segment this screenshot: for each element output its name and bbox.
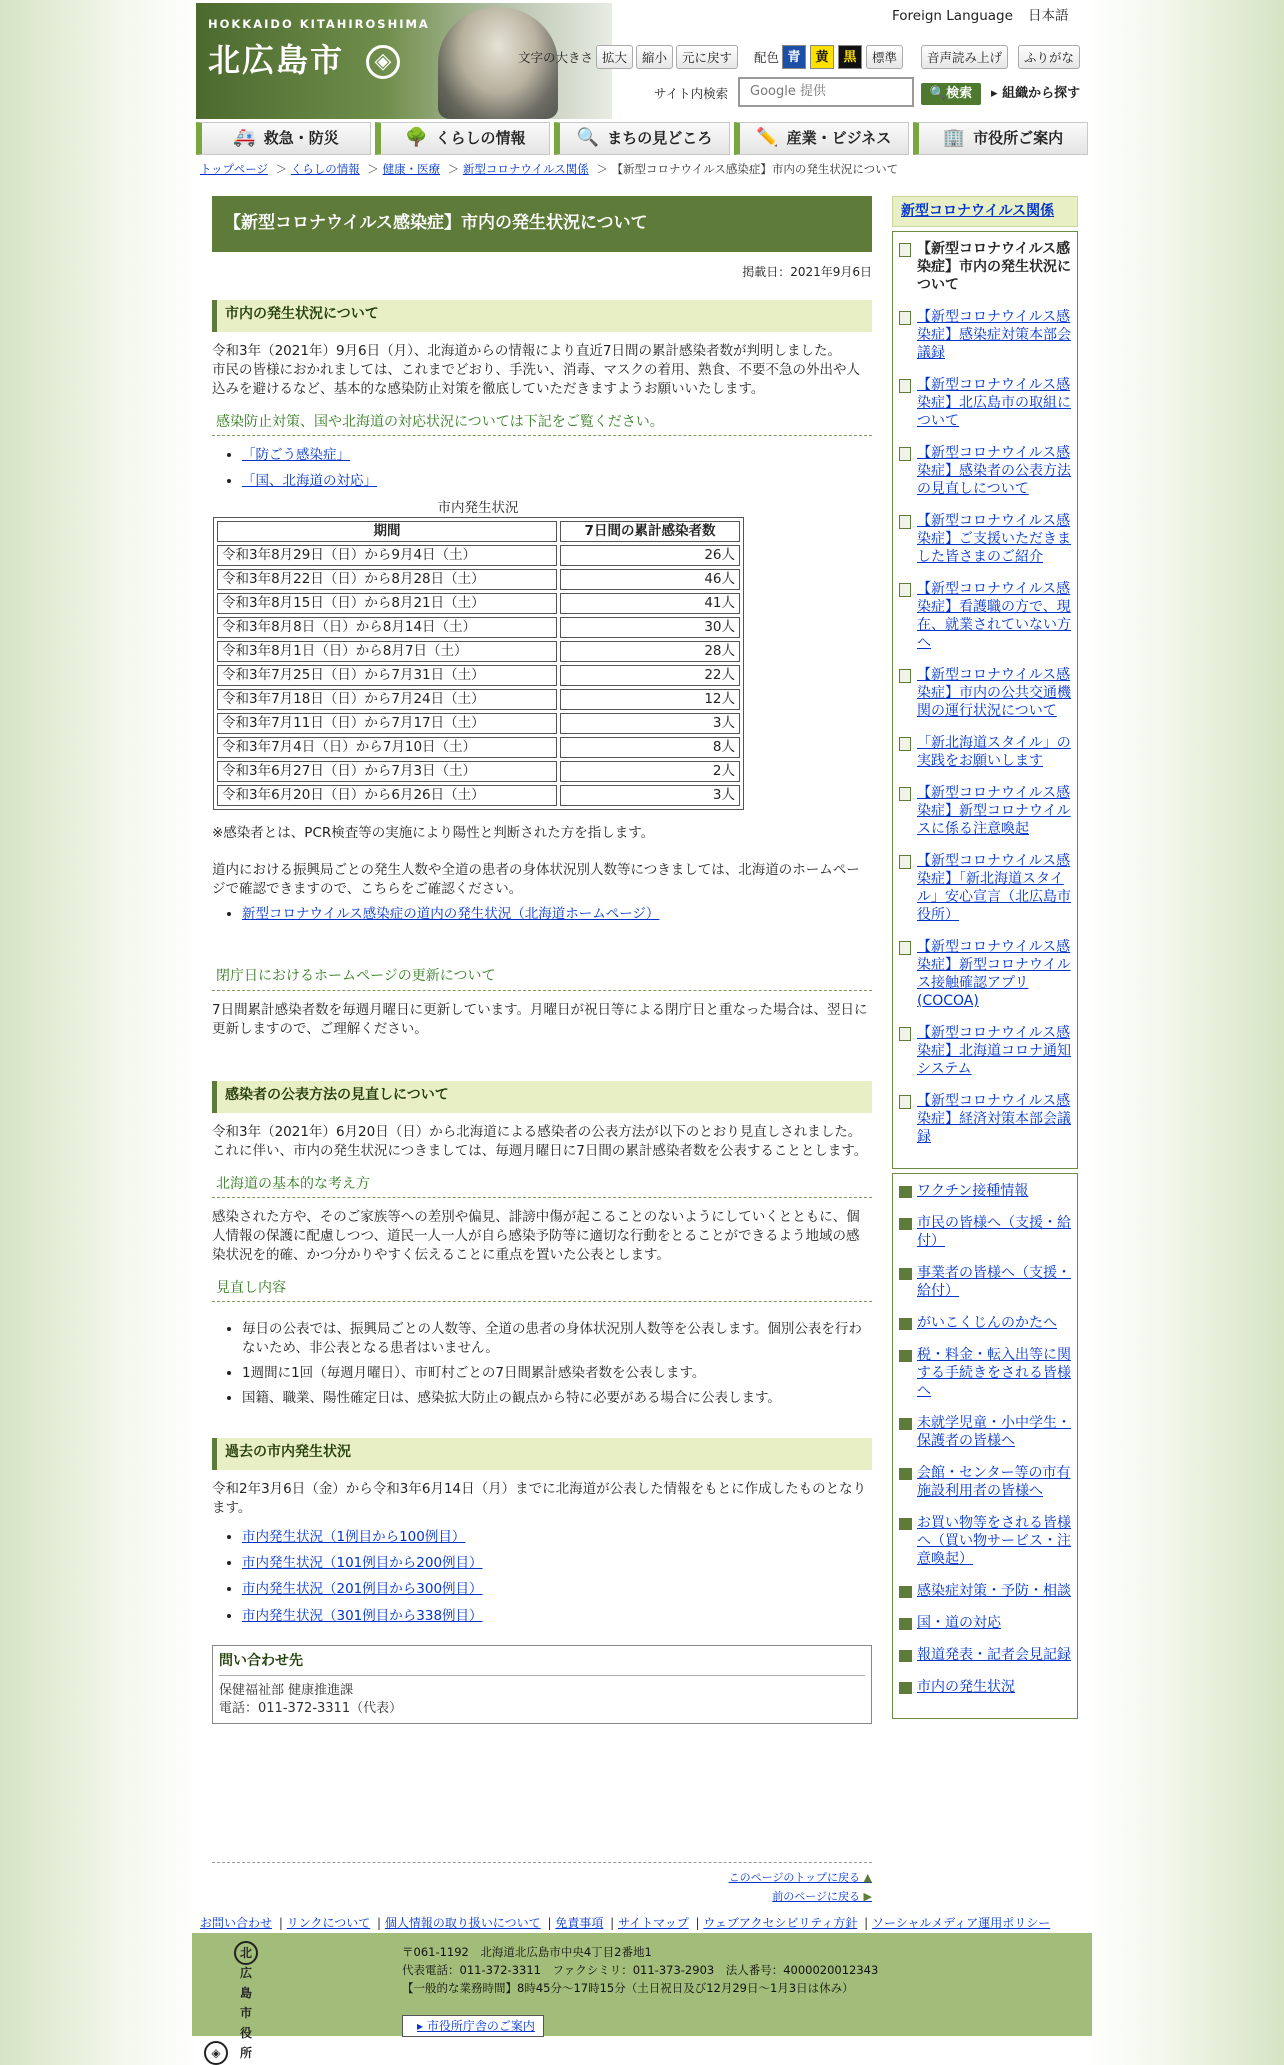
contact-box — [212, 1645, 872, 1724]
site-search-label: サイト内検索 — [654, 86, 729, 101]
footer-org: 北広島市役所 — [234, 1941, 258, 1965]
separator: | — [860, 1916, 873, 1930]
footer-links — [200, 1915, 1053, 1931]
status-paragraph-1 — [212, 342, 872, 399]
publish-date: 掲載日：2021年9月6日 — [742, 265, 872, 279]
hokkaido-links — [242, 905, 872, 923]
gnav-item-sightseeing[interactable] — [554, 122, 729, 155]
global-nav — [196, 122, 1088, 155]
gnav-label: まちの見どころ — [607, 129, 713, 148]
link-past-2[interactable]: 市内発生状況（101例目から200例目） — [242, 1554, 483, 1571]
table-cell-period: 令和3年6月27日（日）から7月3日（土） — [217, 761, 557, 782]
table-cell-cases: 41人 — [560, 593, 740, 614]
list-item: • 1週間に1回（毎週月曜日）、市町村ごとの7日間累計感染者数を公表します。 — [242, 1364, 872, 1383]
sidebar-link[interactable]: 感染症対策・予防・相談 — [917, 1583, 1071, 1600]
gnav-label: くらしの情報 — [435, 129, 526, 148]
section-heading-past: 過去の市内発生状況 — [212, 1438, 872, 1470]
gnav-item-business[interactable] — [734, 122, 909, 155]
sidebar-item[interactable] — [899, 512, 1071, 566]
sidebar-link[interactable]: 【新型コロナウイルス感染症】経済対策本部会議録 — [917, 1093, 1071, 1146]
org-search-button[interactable] — [991, 85, 1080, 103]
reset-size-button[interactable]: 元に戻す — [676, 45, 738, 69]
voice-read-button[interactable]: 音声読み上げ — [921, 45, 1008, 69]
color-scheme-label: 配色 — [754, 50, 780, 65]
publish-method-paragraph: 令和3年（2021年）6月20日（日）から北海道による感染者の公表方法が以下のとおり見直しされました。これに伴い、市内の発生状況につきましては、毎週月曜日に7日間の累計感染者数を公表することとします。 — [212, 1123, 868, 1159]
sidebar-item[interactable] — [899, 666, 1071, 720]
update-paragraph: 7日間累計感染者数を毎週月曜日に更新しています。月曜日が祝日等による閉庁日と重なった場合は、翌日に更新しますので、ご理解ください。 — [212, 1001, 868, 1037]
subheading-basic-policy: 北海道の基本的な考え方 — [212, 1171, 872, 1198]
link-prevent-infection[interactable]: 「防ごう感染症」 — [242, 447, 350, 464]
sidebar-link[interactable]: 【新型コロナウイルス感染症】看護職の方で、現在、就業されていない方へ — [917, 581, 1071, 652]
list-item — [242, 472, 872, 490]
sidebar-item[interactable] — [899, 852, 1071, 924]
table-row — [217, 569, 740, 590]
footer-link[interactable]: サイトマップ — [618, 1916, 689, 1930]
sidebar-link[interactable]: お買い物等をされる皆様へ（買い物サービス・注意喚起） — [917, 1515, 1071, 1568]
breadcrumb-link-covid[interactable]: 新型コロナウイルス関係 — [462, 162, 589, 176]
sidebar-link[interactable]: ワクチン接種情報 — [917, 1183, 1029, 1200]
sidebar-item[interactable] — [899, 1024, 1071, 1078]
to-prev-label: 前のページに戻る — [772, 1889, 861, 1903]
separator: | — [691, 1916, 704, 1930]
sidebar-item[interactable] — [899, 1678, 1071, 1696]
sidebar-item[interactable] — [899, 1182, 1071, 1200]
footer-link[interactable]: リンクについて — [286, 1916, 371, 1930]
gnav-item-emergency[interactable] — [196, 122, 371, 155]
separator: | — [275, 1916, 287, 1930]
cityhall-guide-label: 市役所庁舎のご案内 — [426, 2019, 535, 2033]
footer-link[interactable]: 個人情報の取り扱いについて — [384, 1916, 541, 1930]
sidebar-item[interactable] — [899, 1214, 1071, 1250]
to-top-link[interactable] — [212, 1871, 872, 1886]
building-icon: 🏢 — [942, 127, 966, 149]
list-item — [242, 1607, 872, 1625]
sidebar-link[interactable]: 「新北海道スタイル」の実践をお願いします — [917, 735, 1071, 770]
cases-table — [213, 517, 744, 810]
color-black-button[interactable]: 黒 — [838, 45, 862, 69]
table-cell-cases: 8人 — [560, 737, 740, 758]
basic-policy-paragraph: 感染された方や、そのご家族等への差別や偏見、誹謗中傷が起こることのないようにしていくとともに、個人情報の保護に配慮しつつ、道民一人一人が自ら感染予防等に適切な行動をとることができるよう地域の感染状況を的確、かつ分かりやすく伝えることに重点を置いた公表とします。 — [212, 1208, 860, 1263]
cityhall-guide-button[interactable] — [402, 2015, 544, 2037]
list-item — [242, 446, 872, 464]
page — [192, 0, 1092, 2060]
footer-link[interactable]: お問い合わせ — [200, 1916, 273, 1930]
list-item — [242, 1528, 872, 1546]
sidebar-link[interactable]: 【新型コロナウイルス感染症】ご支援いただきました皆さまのご紹介 — [917, 513, 1071, 566]
table-cell-cases: 28人 — [560, 641, 740, 662]
table-cell-cases: 46人 — [560, 569, 740, 590]
page-bottom-nav — [212, 1862, 872, 1909]
table-header-period: 期間 — [217, 521, 557, 542]
table-row — [217, 713, 740, 734]
sidebar-link[interactable]: 会館・センター等の市有施設利用者の皆様へ — [917, 1465, 1071, 1500]
section-heading-status: 市内の発生状況について — [212, 300, 872, 332]
table-row — [217, 689, 740, 710]
sidebar-item[interactable]: 【新型コロナウイルス感染症】市内の発生状況について — [899, 240, 1071, 294]
table-cell-period: 令和3年8月22日（日）から8月28日（土） — [217, 569, 557, 590]
table-cell-cases: 30人 — [560, 617, 740, 638]
sidebar-item[interactable] — [899, 1514, 1071, 1568]
gnav-label: 産業・ビジネス — [786, 129, 892, 148]
sidebar-item[interactable] — [899, 1464, 1071, 1500]
list-item — [242, 1554, 872, 1572]
table-row — [217, 593, 740, 614]
sidebar-list-covid — [892, 231, 1078, 1169]
footer-link[interactable]: 免責事項 — [555, 1916, 604, 1930]
subheading-measures: 感染防止対策、国や北海道の対応状況については下記をご覧ください。 — [212, 409, 872, 436]
status-p2-text: 市民の皆様におかれましては、これまでどおり、手洗い、消毒、マスクの着用、熟食、不要不急の外出や人込みを避けるなど、基本的な感染防止対策を徹底していただきますようお願いいたします。 — [212, 362, 860, 397]
sidebar-item[interactable] — [899, 1614, 1071, 1632]
table-cell-period: 令和3年7月11日（日）から7月17日（土） — [217, 713, 557, 734]
footer-hours-line: 【一般的な業務時間】8時45分～17時15分（土日祝日及び12月29日～1月3日は休み） — [402, 1981, 854, 1995]
footer-link[interactable]: ソーシャルメディア運用ポリシー — [872, 1916, 1051, 1930]
table-cell-period: 令和3年8月8日（日）から8月14日（土） — [217, 617, 557, 638]
shrink-button[interactable]: 縮小 — [636, 45, 673, 69]
sidebar-link[interactable]: 【新型コロナウイルス感染症】市内の公共交通機関の運行状況について — [917, 667, 1071, 720]
contact-title: 問い合わせ先 — [219, 1652, 865, 1676]
sidebar-list-related — [892, 1173, 1078, 1719]
sidebar-link[interactable]: 未就学児童・小中学生・保護者の皆様へ — [917, 1415, 1071, 1450]
table-cell-cases: 12人 — [560, 689, 740, 710]
sidebar-item[interactable] — [899, 784, 1071, 838]
sidebar-link[interactable]: 【新型コロナウイルス感染症】北海道コロナ通知システム — [917, 1025, 1071, 1078]
table-header-cases: 7日間の累計感染者数 — [560, 521, 740, 542]
sidebar-item[interactable] — [899, 1646, 1071, 1664]
gnav-label: 市役所ご案内 — [973, 129, 1064, 148]
list-item: • 毎日の公表では、振興局ごとの人数等、全道の患者の身体状況別人数等を公表します。個別公表を行わないため、非公表となる患者はいません。 — [242, 1320, 872, 1358]
footer-address — [402, 1943, 878, 1997]
color-blue-button[interactable]: 青 — [782, 45, 806, 69]
gnav-label: 救急・防災 — [263, 129, 339, 148]
table-row — [217, 545, 740, 566]
page-title: 【新型コロナウイルス感染症】市内の発生状況について — [212, 196, 872, 252]
table-cell-period: 令和3年7月25日（日）から7月31日（土） — [217, 665, 557, 686]
to-top-label: このページのトップに戻る — [728, 1871, 861, 1884]
site-footer — [192, 1933, 1092, 2060]
arrow-right-icon: ▶ — [863, 1889, 872, 1903]
table-cell-period: 令和3年6月20日（日）から6月26日（土） — [217, 785, 557, 806]
table-cell-period: 令和3年8月15日（日）から8月21日（土） — [217, 593, 557, 614]
list-item — [242, 1580, 872, 1598]
sidebar — [892, 196, 1078, 1719]
section-heading-publish-method: 感染者の公表方法の見直しについて — [212, 1081, 872, 1113]
site-header — [196, 3, 1088, 119]
separator: | — [606, 1916, 619, 1930]
sidebar-link[interactable]: 市民の皆様へ（支援・給付） — [917, 1215, 1071, 1250]
search-input[interactable]: Google 提供 — [738, 77, 914, 107]
org-search-label: 組織から探す — [1002, 86, 1081, 101]
sidebar-link[interactable]: 税・料金・転入出等に関する手続きをされる皆様へ — [917, 1347, 1071, 1400]
magnifier-icon: 🔍 — [576, 127, 600, 149]
sidebar-link[interactable]: 報道発表・記者会見記録 — [917, 1647, 1071, 1664]
tree-icon: 🌳 — [405, 127, 428, 149]
subheading-update: 閉庁日におけるホームページの更新について — [212, 963, 872, 990]
logo-jp: 北広島市 — [208, 41, 345, 79]
sidebar-item[interactable] — [899, 734, 1071, 770]
sidebar-link[interactable]: 【新型コロナウイルス感染症】北広島市の取組について — [917, 377, 1071, 430]
status-p1-text: 令和3年（2021年）9月6日（月）、北海道からの情報により直近7日間の累計感染者数が判明しました。 — [212, 343, 841, 359]
cases-note: ※感染者とは、PCR検査等の実施により陽性と判断された方を指します。 — [212, 825, 655, 842]
pen-icon: ✏️ — [756, 127, 779, 149]
table-cell-cases: 2人 — [560, 761, 740, 782]
city-emblem-icon: ◈ — [366, 45, 400, 79]
arrow-up-icon: ▲ — [863, 1871, 872, 1884]
table-row — [217, 641, 740, 662]
table-row — [217, 785, 740, 806]
footer-link[interactable]: ウェブアクセシビリティ方針 — [703, 1916, 858, 1930]
hokkaido-paragraph: 道内における振興局ごとの発生人数や全道の患者の身体状況別人数等につきましては、北海道のホームページで確認できますので、こちらをご確認ください。 — [212, 862, 860, 898]
table-row — [217, 737, 740, 758]
table-cell-cases: 26人 — [560, 545, 740, 566]
subheading-revision: 見直し内容 — [212, 1275, 872, 1302]
gnav-item-cityhall[interactable] — [913, 122, 1088, 155]
enlarge-button[interactable]: 拡大 — [596, 45, 633, 69]
sidebar-link[interactable]: 【新型コロナウイルス感染症】感染症対策本部会議録 — [917, 309, 1071, 362]
revision-list — [242, 1320, 872, 1408]
past-paragraph: 令和2年3月6日（金）から令和3年6月14日（月）までに北海道が公表した情報をもとに作成したものとなります。 — [212, 1480, 867, 1516]
table-cell-period: 令和3年8月1日（日）から8月7日（土） — [217, 641, 557, 662]
search-icon: 🔍 — [929, 86, 947, 101]
search-button-label: 検索 — [946, 86, 973, 101]
past-links — [242, 1528, 872, 1625]
table-cell-period: 令和3年7月4日（日）から7月10日（土） — [217, 737, 557, 758]
city-emblem-icon: ◈ — [204, 2041, 228, 2065]
chevron-right-icon: ▸ — [417, 2019, 427, 2033]
footer-address-line: 〒061-1192 北海道北広島市中央4丁目2番地1 — [402, 1945, 652, 1959]
footer-logo — [204, 1941, 264, 2065]
breadcrumb-link-health[interactable]: 健康・医療 — [382, 162, 441, 176]
sidebar-link[interactable]: 国・道の対応 — [917, 1615, 1001, 1632]
breadcrumb-link-top[interactable]: トップページ — [200, 162, 268, 176]
sidebar-item[interactable] — [899, 376, 1071, 430]
sidebar-item[interactable] — [899, 1414, 1071, 1450]
link-past-1[interactable]: 市内発生状況（1例目から100例目） — [242, 1528, 466, 1545]
sidebar-item[interactable] — [899, 1092, 1071, 1146]
color-standard-button[interactable]: 標準 — [866, 45, 903, 69]
main-content — [212, 196, 872, 1724]
sidebar-link[interactable]: 市内の発生状況 — [917, 1679, 1015, 1696]
sidebar-item[interactable] — [899, 938, 1071, 1010]
search-button[interactable] — [921, 83, 981, 105]
sidebar-item[interactable] — [899, 444, 1071, 498]
separator: | — [543, 1916, 556, 1930]
table-cell-period: 令和3年8月29日（日）から9月4日（土） — [217, 545, 557, 566]
link-gov-response[interactable]: 「国、北海道の対応」 — [242, 473, 377, 490]
gnav-item-living[interactable] — [375, 122, 550, 155]
sidebar-item[interactable] — [899, 308, 1071, 362]
table-cell-cases: 22人 — [560, 665, 740, 686]
footer-phone-line: 代表電話：011-372-3311 ファクシミリ：011-373-2903 法人番号：4000020012343 — [402, 1963, 879, 1977]
sidebar-link[interactable]: 【新型コロナウイルス感染症】新型コロナウイルスに係る注意喚起 — [917, 785, 1071, 838]
sidebar-link[interactable]: 【新型コロナウイルス感染症】新型コロナウイルス接触確認アプリ(COCOA) — [917, 939, 1071, 1010]
logo-en: HOKKAIDO KITAHIROSHIMA — [208, 17, 430, 31]
table-row — [217, 617, 740, 638]
table-cell-cases: 3人 — [560, 713, 740, 734]
breadcrumb-link-living[interactable]: くらしの情報 — [290, 162, 360, 176]
japanese-link[interactable]: 日本語 — [1028, 8, 1069, 24]
sidebar-title[interactable] — [892, 196, 1078, 227]
link-hokkaido-status[interactable]: 新型コロナウイルス感染症の道内の発生状況（北海道ホームページ） — [242, 906, 660, 923]
font-size-label: 文字の大きさ — [518, 50, 594, 65]
color-yellow-button[interactable]: 黄 — [810, 45, 834, 69]
list-item: • 国籍、職業、陽性確定日は、感染拡大防止の観点から特に必要がある場合に公表します。 — [242, 1389, 872, 1408]
sidebar-item[interactable] — [899, 1314, 1071, 1332]
sidebar-link[interactable]: 【新型コロナウイルス感染症】「新北海道スタイル」安心宣言（北広島市役所） — [917, 853, 1071, 924]
link-past-4[interactable]: 市内発生状況（301例目から338例目） — [242, 1607, 483, 1624]
table-caption: 市内発生状況 — [437, 499, 519, 516]
table-row — [217, 761, 740, 782]
to-prev-link[interactable] — [212, 1890, 872, 1905]
foreign-language-link[interactable]: Foreign Language — [892, 8, 1013, 24]
chevron-right-icon: ▸ — [991, 86, 1003, 101]
table-row — [217, 665, 740, 686]
table-cell-period: 令和3年7月18日（日）から7月24日（土） — [217, 689, 557, 710]
sidebar-item[interactable] — [899, 1346, 1071, 1400]
sidebar-link[interactable]: がいこくじんのかたへ — [917, 1315, 1057, 1332]
link-past-3[interactable]: 市内発生状況（201例目から300例目） — [242, 1581, 483, 1598]
furigana-button[interactable]: ふりがな — [1018, 45, 1080, 69]
list-item — [242, 905, 872, 923]
breadcrumb-current: 【新型コロナウイルス感染症】市内の発生状況について — [611, 162, 899, 176]
contact-dept: 保健福祉部 健康推進課 — [219, 1683, 354, 1699]
separator: | — [373, 1916, 385, 1930]
sidebar-item[interactable] — [899, 1582, 1071, 1600]
breadcrumb: トップページ ＞ くらしの情報 ＞ 健康・医療 ＞ 新型コロナウイルス関係 ＞ 【新型コロナウイルス感染症】市内の発生状況について — [200, 162, 899, 176]
sidebar-link[interactable]: 事業者の皆様へ（支援・給付） — [917, 1265, 1071, 1300]
sidebar-item[interactable] — [899, 1264, 1071, 1300]
sidebar-link[interactable]: 【新型コロナウイルス感染症】感染者の公表方法の見直しについて — [917, 445, 1071, 498]
contact-tel: 電話：011-372-3311（代表） — [219, 1700, 403, 1716]
measures-links — [242, 446, 872, 491]
ambulance-icon: 🚑 — [233, 127, 256, 149]
sidebar-item[interactable] — [899, 580, 1071, 652]
sidebar-title-link[interactable]: 新型コロナウイルス関係 — [901, 203, 1055, 219]
table-cell-cases: 3人 — [560, 785, 740, 806]
